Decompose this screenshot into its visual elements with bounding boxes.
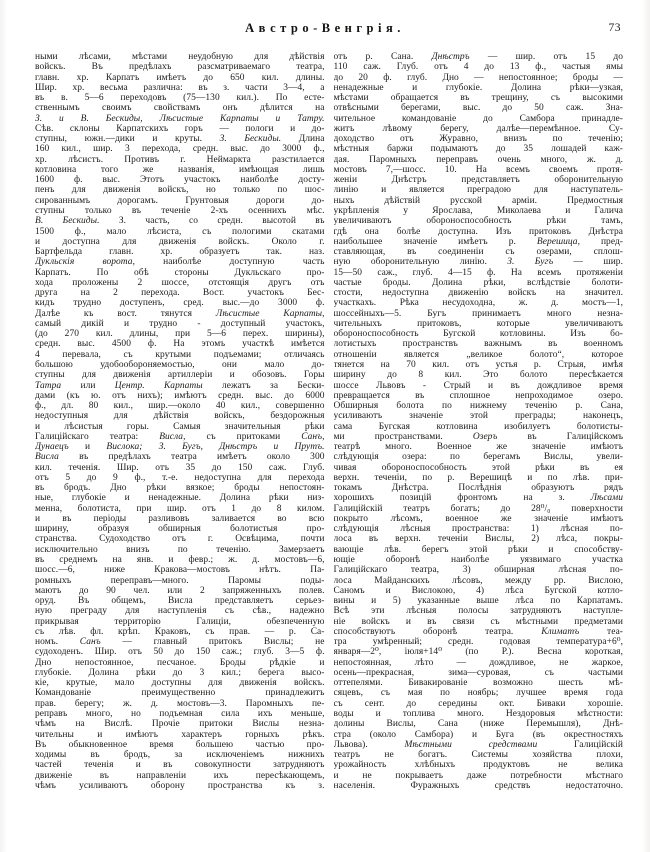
text-line: мѣстами обращается въ трещину, съ высокими bbox=[333, 93, 623, 104]
text-line: стра (около Самбора) и Буга (въ окрестностяхъ bbox=[333, 729, 623, 740]
text-line: и лѣсистыя горы. Самыя значительныя рѣки bbox=[35, 421, 325, 432]
text-line: Дно непостоянное, песчаное. Броды рѣдкіе и bbox=[35, 657, 325, 668]
text-line: Карпатъ. По обѣ стороны Дукльскаго про- bbox=[35, 267, 325, 278]
text-line: въ среднемъ на янв. и февр.; ж. д. мостовъ—6, bbox=[35, 555, 325, 566]
text-line: театръ не богатъ. Системы хозяйства плохи, bbox=[333, 750, 623, 761]
text-line: отъ р. Сана. Днѣстръ — шир. отъ 15 до bbox=[333, 52, 623, 62]
text-line: хода проложены 2 шоссе, отстоящія другъ отъ bbox=[35, 277, 325, 288]
text-line: тянется на 70 кил. отъ устья р. Стрыя, имѣя bbox=[333, 359, 623, 370]
text-line: В. Бескиды. З. часть, со средн. высотой въ bbox=[35, 216, 325, 227]
text-line: 160 кил., шир. 3 перехода, средн. выс. до 3000 ф., bbox=[35, 144, 325, 155]
text-line: Командованіе преимущественно принадлежитъ bbox=[35, 688, 325, 699]
text-line: оруд. Въ общемъ, Висла представляетъ серьез- bbox=[35, 596, 325, 607]
text-line: отношеніи является „великое болото“, которое bbox=[333, 349, 623, 360]
text-line: ромныхъ переправъ—много. Паромы поды- bbox=[35, 575, 325, 586]
text-line: прикрывая территорію Галиціи, обезпеченную bbox=[35, 616, 325, 627]
text-line: Сѣв. склоны Карпатскихъ горъ — пологи и до- bbox=[35, 123, 325, 134]
right-column bbox=[334, 52, 624, 791]
text-line: чѣмъ усиливаютъ оборону пространства къ з. bbox=[35, 780, 325, 791]
text-columns bbox=[35, 52, 623, 791]
text-line: войскъ. Въ предѣлахъ разсматриваемаго театра, bbox=[35, 62, 325, 73]
text-line: З. и В. Бескиды, Лѣсистые Карпаты и Татру. bbox=[35, 113, 325, 124]
text-line: до 20 ф. глуб. Дно — непостоянное; броды — bbox=[333, 72, 623, 83]
text-line: ющіе оборонѣ наиболѣе уязвимаго участка bbox=[333, 555, 623, 566]
text-line: Дукльскія ворота, наиболѣе доступную часть bbox=[35, 257, 325, 268]
text-line: 4 перевала, съ крутыми подъемами; отличаясь bbox=[35, 349, 325, 360]
text-line: сяцевъ, съ мая по ноябрь; лучшее время года bbox=[333, 688, 623, 699]
text-line: ступны только въ теченіе 2-хъ осеннихъ мѣс. bbox=[35, 205, 325, 216]
text-line: лотистыхъ пространствъ важнымъ въ военномъ bbox=[333, 339, 623, 350]
text-line: гдѣ она болѣе доступна. Изъ притоковъ Днѣстра bbox=[333, 226, 623, 237]
text-line: Всѣ эти лѣсныя полосы затрудняютъ наступле- bbox=[333, 606, 623, 617]
text-line: мѣстныя баржи подымаютъ до 35 лошадей каж- bbox=[333, 144, 623, 155]
left-column bbox=[35, 52, 325, 791]
text-line: частые броды. Долина рѣки, вслѣдствіе болоти- bbox=[333, 277, 623, 288]
text-line: шосс.—6, ниже Кракова—мостовъ нѣтъ. Па- bbox=[35, 565, 325, 576]
text-line: превращается въ сплошное непроходимое озеро. bbox=[333, 390, 623, 401]
text-line: средн. выс. 4500 ф. На этомъ участкѣ имѣется bbox=[35, 339, 325, 350]
text-line: ственнымъ своимъ свойствамъ онъ дѣлится на bbox=[35, 103, 325, 114]
text-line: кидъ трудно доступенъ, сред. выс.—до 3000 ф. bbox=[35, 298, 325, 309]
text-line: Галиційскій театръ богатъ; до 28⁰/₀ поверхности bbox=[333, 503, 623, 514]
text-line: и доступна для движенія войскъ. Около г. bbox=[35, 236, 325, 247]
text-line: чивая обороноспособность этой рѣки въ ея bbox=[333, 462, 623, 473]
text-line: ніе войскъ и въ связи съ мѣстными предметами bbox=[333, 616, 623, 627]
text-line: и въ періоды разливовъ заливается во всю bbox=[35, 513, 325, 524]
text-line: кіе, крутые, мало доступны для движенія войскъ. bbox=[35, 678, 325, 689]
text-line: оттепелями. Бивакированіе возможно шесть мѣ- bbox=[333, 678, 623, 689]
text-line: верхн. теченіи, по р. Верешицѣ и по лѣв. при- bbox=[333, 472, 623, 483]
text-line: 15—50 саж., глуб. 4—15 ф. На всемъ протяженіи bbox=[333, 267, 623, 278]
text-line: способствуютъ оборонѣ театра. Климатъ теа- bbox=[333, 626, 623, 637]
text-line: воды и топлива много. Нездоровыя мѣстности: bbox=[333, 709, 623, 719]
text-line: хорошихъ позицій фронтомъ на з. Лѣсами bbox=[333, 493, 623, 504]
text-line: чительны и имѣютъ характеръ горныхъ рѣкъ. bbox=[35, 729, 325, 740]
text-line: лоса Майданскихъ лѣсовъ, между рр. Вислою, bbox=[333, 575, 623, 586]
page-header bbox=[0, 21, 650, 39]
text-line: ные, глубокіе и ненадежные. Долина рѣки низ- bbox=[35, 493, 325, 504]
text-line: участкахъ. Рѣка несудоходна, ж. д. мостъ—1, bbox=[333, 298, 623, 309]
text-line: Висла въ предѣлахъ театра имѣетъ около 300 bbox=[35, 452, 325, 463]
page-number: 73 bbox=[608, 22, 621, 34]
text-line: реправъ много, но подъемная сила ихъ меньше, bbox=[35, 709, 325, 719]
text-line: друга на 2 перехода. Вост. участокъ Бес- bbox=[35, 288, 325, 299]
text-line: 110 саж. Глуб. отъ 4 до 13 ф., частыя ямы bbox=[333, 62, 623, 73]
text-line: ми пространствами. Озеръ въ Галиційскомъ bbox=[333, 431, 623, 442]
text-line: маютъ до 90 чел. или 2 запряженныхъ полев. bbox=[35, 585, 325, 596]
text-line: пенъ для движенія войскъ, но только по шос- bbox=[35, 185, 325, 196]
text-line: ную оборонительную линію. З. Бугъ — шир. bbox=[333, 257, 623, 268]
text-line: котловина того же названія, имѣющая лишь bbox=[35, 164, 325, 175]
text-line: хр. лѣсистъ. Противъ г. Неймаркта разстилается bbox=[35, 154, 325, 165]
text-line: вающіе лѣв. берегъ этой рѣки и способству- bbox=[333, 544, 623, 555]
text-line: ходимы въ бродъ, за исключеніемъ нижнихъ bbox=[35, 750, 325, 761]
text-line: слѣдующія озера: по берегамъ Вислы, увели- bbox=[333, 452, 623, 463]
text-line: токамъ Днѣстра. Послѣднія образуютъ рядъ bbox=[333, 483, 623, 494]
text-line: Обширныя болота по нижнему теченію р. Сана, bbox=[333, 401, 623, 412]
text-line: 1500 ф., мало лѣсиста, съ пологими скатами bbox=[35, 226, 325, 237]
text-line: номъ. Санъ — главный притокъ Вислы; не bbox=[35, 637, 325, 648]
text-line: отвѣсными берегами, выс. до 50 саж. Зна- bbox=[333, 103, 623, 114]
text-line: Львова). Мѣстными средствами Галиційскій bbox=[333, 739, 623, 750]
text-line: слѣдующія лѣсныя пространства: 1) лѣсная по- bbox=[333, 524, 623, 535]
text-line: долины Вислы, Сана (ниже Перемышля), Днѣ- bbox=[333, 719, 623, 730]
text-line: населенія. Фуражныхъ средствъ недостаточно. bbox=[333, 780, 623, 791]
text-line: главн. хр. Карпатъ имѣетъ до 650 кил. длины. bbox=[35, 72, 325, 83]
text-line: съ сент. до середины окт. Биваки хорошіе. bbox=[333, 698, 623, 709]
text-line: женіи Днѣстръ представляетъ оборонительную bbox=[333, 175, 623, 186]
text-line: Бартфельда главн. хр. образуетъ так. наз. bbox=[35, 247, 325, 258]
text-line: вины и 5) указанные выше лѣса по Карпатамъ. bbox=[333, 596, 623, 607]
text-line: и не покрываетъ даже потребности мѣстнаго bbox=[333, 770, 623, 781]
text-line: ф., дл. 80 кил., шир.—около 40 кил., совершенно bbox=[35, 401, 325, 412]
text-line: мостовъ 7,—шосс. 10. На всемъ своемъ протя- bbox=[333, 164, 623, 175]
text-line: Шир. хр. весьма различна: въ з. части 3—4, а bbox=[35, 82, 325, 93]
text-line: театрѣ много. Военное же значеніе имѣютъ bbox=[333, 442, 623, 453]
text-line: судоходенъ. Шир. отъ 50 до 150 саж.; глуб. 3—5 ф. bbox=[35, 647, 325, 658]
text-line: самый дикій и трудно - доступный участокъ, bbox=[35, 318, 325, 329]
text-line: Въ обыкновенное время большею частью про- bbox=[35, 739, 325, 750]
text-line: ступны для движенія артиллеріи и обозовъ. Горы bbox=[35, 370, 325, 381]
text-line: (до 270 кил. длины, при 5—6 перех. ширины), bbox=[35, 329, 325, 340]
running-title: Австро-Венгрія. bbox=[245, 21, 405, 35]
text-line: Галиційскаго театра: Висла, съ притоками Санъ, bbox=[35, 431, 325, 442]
text-line: Дунаецъ и Вислока; З. Бугъ, Днѣстръ и Прутъ. bbox=[35, 442, 325, 453]
text-line: кил. теченія. Шир. отъ 35 до 150 саж. Глуб. bbox=[35, 462, 325, 473]
text-line: чительныхъ притоковъ, которые увеличиваютъ bbox=[333, 318, 623, 329]
text-line: дами (къ ю. отъ нихъ); имѣютъ средн. выс. до 6000 bbox=[35, 390, 325, 401]
text-line: увеличиваютъ обороноспособность рѣки тамъ, bbox=[333, 216, 623, 227]
text-line: ширину до 8 кил. Это болото пересѣкается bbox=[333, 370, 623, 381]
text-line: чѣмъ на Вислѣ. Прочіе притоки Вислы незна- bbox=[35, 719, 325, 730]
text-line: Далѣе къ вост. тянутся Лѣсистые Карпаты, bbox=[35, 308, 325, 319]
text-line: въ бродъ. Дно рѣки вязкое; броды непостоян- bbox=[35, 483, 325, 494]
text-line: шоссе Львовъ - Стрый и въ дождливое время bbox=[333, 380, 623, 391]
text-line: съ лѣв. фл. крѣп. Краковъ, съ прав. — р. Са- bbox=[35, 626, 325, 637]
text-line: ныхъ дѣйствій русской арміи. Предмостныя bbox=[333, 195, 623, 206]
text-line: сама Бугская котловина изобилуетъ болотисты- bbox=[333, 421, 623, 432]
text-line: стости, недоступна движенію войскъ на значител. bbox=[333, 288, 623, 299]
text-line: наибольшее значеніе имѣетъ р. Верешица, пред- bbox=[333, 236, 623, 247]
text-line: обороноспособность Бугской котловины. Изъ бо- bbox=[333, 329, 623, 340]
text-line: января—2⁰, іюля+14⁰ (по Р.). Весна короткая, bbox=[333, 647, 623, 658]
text-line: Татра или Центр. Карпаты лежатъ за Бески- bbox=[35, 380, 325, 391]
text-line: житъ лѣвому берегу, далѣе—перемѣнное. Су- bbox=[333, 123, 623, 134]
text-line: отъ 5 до 9 ф., т.-е. недоступна для перехода bbox=[35, 472, 325, 483]
text-line: глубокіе. Долина рѣки до 3 кил.; берега высо- bbox=[35, 667, 325, 678]
text-line: усиливаютъ значеніе этой преграды; наконецъ, bbox=[333, 411, 623, 422]
text-line: въ в. 5—6 переходовъ (75—130 кил.). По есте- bbox=[35, 93, 325, 104]
text-line: ширину, образуя обширныя болотистыя про- bbox=[35, 524, 325, 535]
text-line: ненадежные и глубокіе. Долина рѣки—узкая, bbox=[333, 82, 623, 93]
text-line: Галиційскаго театра, 3) обширная лѣсная по- bbox=[333, 565, 623, 576]
text-line: укрѣпленія у Ярослава, Миколаева и Галича bbox=[333, 205, 623, 216]
text-line: движеніе въ направленіи ихъ пересѣкающемъ, bbox=[35, 770, 325, 781]
text-line: ставляющая, въ соединеніи съ озерами, сплош- bbox=[333, 247, 623, 258]
text-line: 1600 ф. выс. Этотъ участокъ наиболѣе досту- bbox=[35, 175, 325, 186]
text-line: доходство отъ Журавно, внизъ по теченію; bbox=[333, 134, 623, 145]
text-line: чительное командованіе до Самбора принадле- bbox=[333, 113, 623, 124]
text-line: непостоянная, лѣто — дождливое, не жаркое, bbox=[333, 657, 623, 668]
text-line: Саномъ и Вислокою, 4) лѣса Бугской котло- bbox=[333, 585, 623, 596]
text-line: недоступныя для дѣйствія войскъ, бездорожныя bbox=[35, 411, 325, 422]
text-line: покрыто лѣсомъ, военное же значеніе имѣютъ bbox=[333, 513, 623, 524]
text-line: частей теченія и въ совокупности затрудняютъ bbox=[35, 760, 325, 771]
text-line: осень—прекрасная, зима—суровая, съ частыми bbox=[333, 667, 623, 678]
text-line: ную преграду для наступленія съ сѣв., надежно bbox=[35, 606, 325, 617]
text-line: большою удобообороняемостью, они мало до- bbox=[35, 359, 325, 370]
text-line: ступны, южн.—дики и круты. З. Бескиды. Длина bbox=[35, 134, 325, 145]
text-line: дая. Паромныхъ переправъ очень много, ж. д. bbox=[333, 154, 623, 165]
text-line: ными лѣсами, мѣстами неудобную для дѣйствія bbox=[35, 52, 325, 62]
text-line: прав. берегу; ж. д. мостовъ—3. Паромныхъ пе- bbox=[35, 698, 325, 709]
text-line: тра умѣренный; средн. годовая температура+6⁰, bbox=[333, 637, 623, 648]
text-line: странства. Судоходство отъ г. Освѣцима, почти bbox=[35, 534, 325, 545]
text-line: урожайность хлѣбныхъ продуктовъ не велика bbox=[333, 760, 623, 771]
text-line: лоса въ верхн. теченіи Вислы, 2) лѣса, покры- bbox=[333, 534, 623, 545]
text-line: исключительно внизъ по теченію. Замерзаетъ bbox=[35, 544, 325, 555]
text-line: шоссейныхъ—5. Бугъ принимаетъ много незна- bbox=[333, 308, 623, 319]
text-line: линію и является преградою для наступатель- bbox=[333, 185, 623, 196]
text-line: менна, болотиста, при шир. отъ 1 до 8 килом. bbox=[35, 503, 325, 514]
text-line: сированнымъ дорогамъ. Грунтовыя дороги до- bbox=[35, 195, 325, 206]
